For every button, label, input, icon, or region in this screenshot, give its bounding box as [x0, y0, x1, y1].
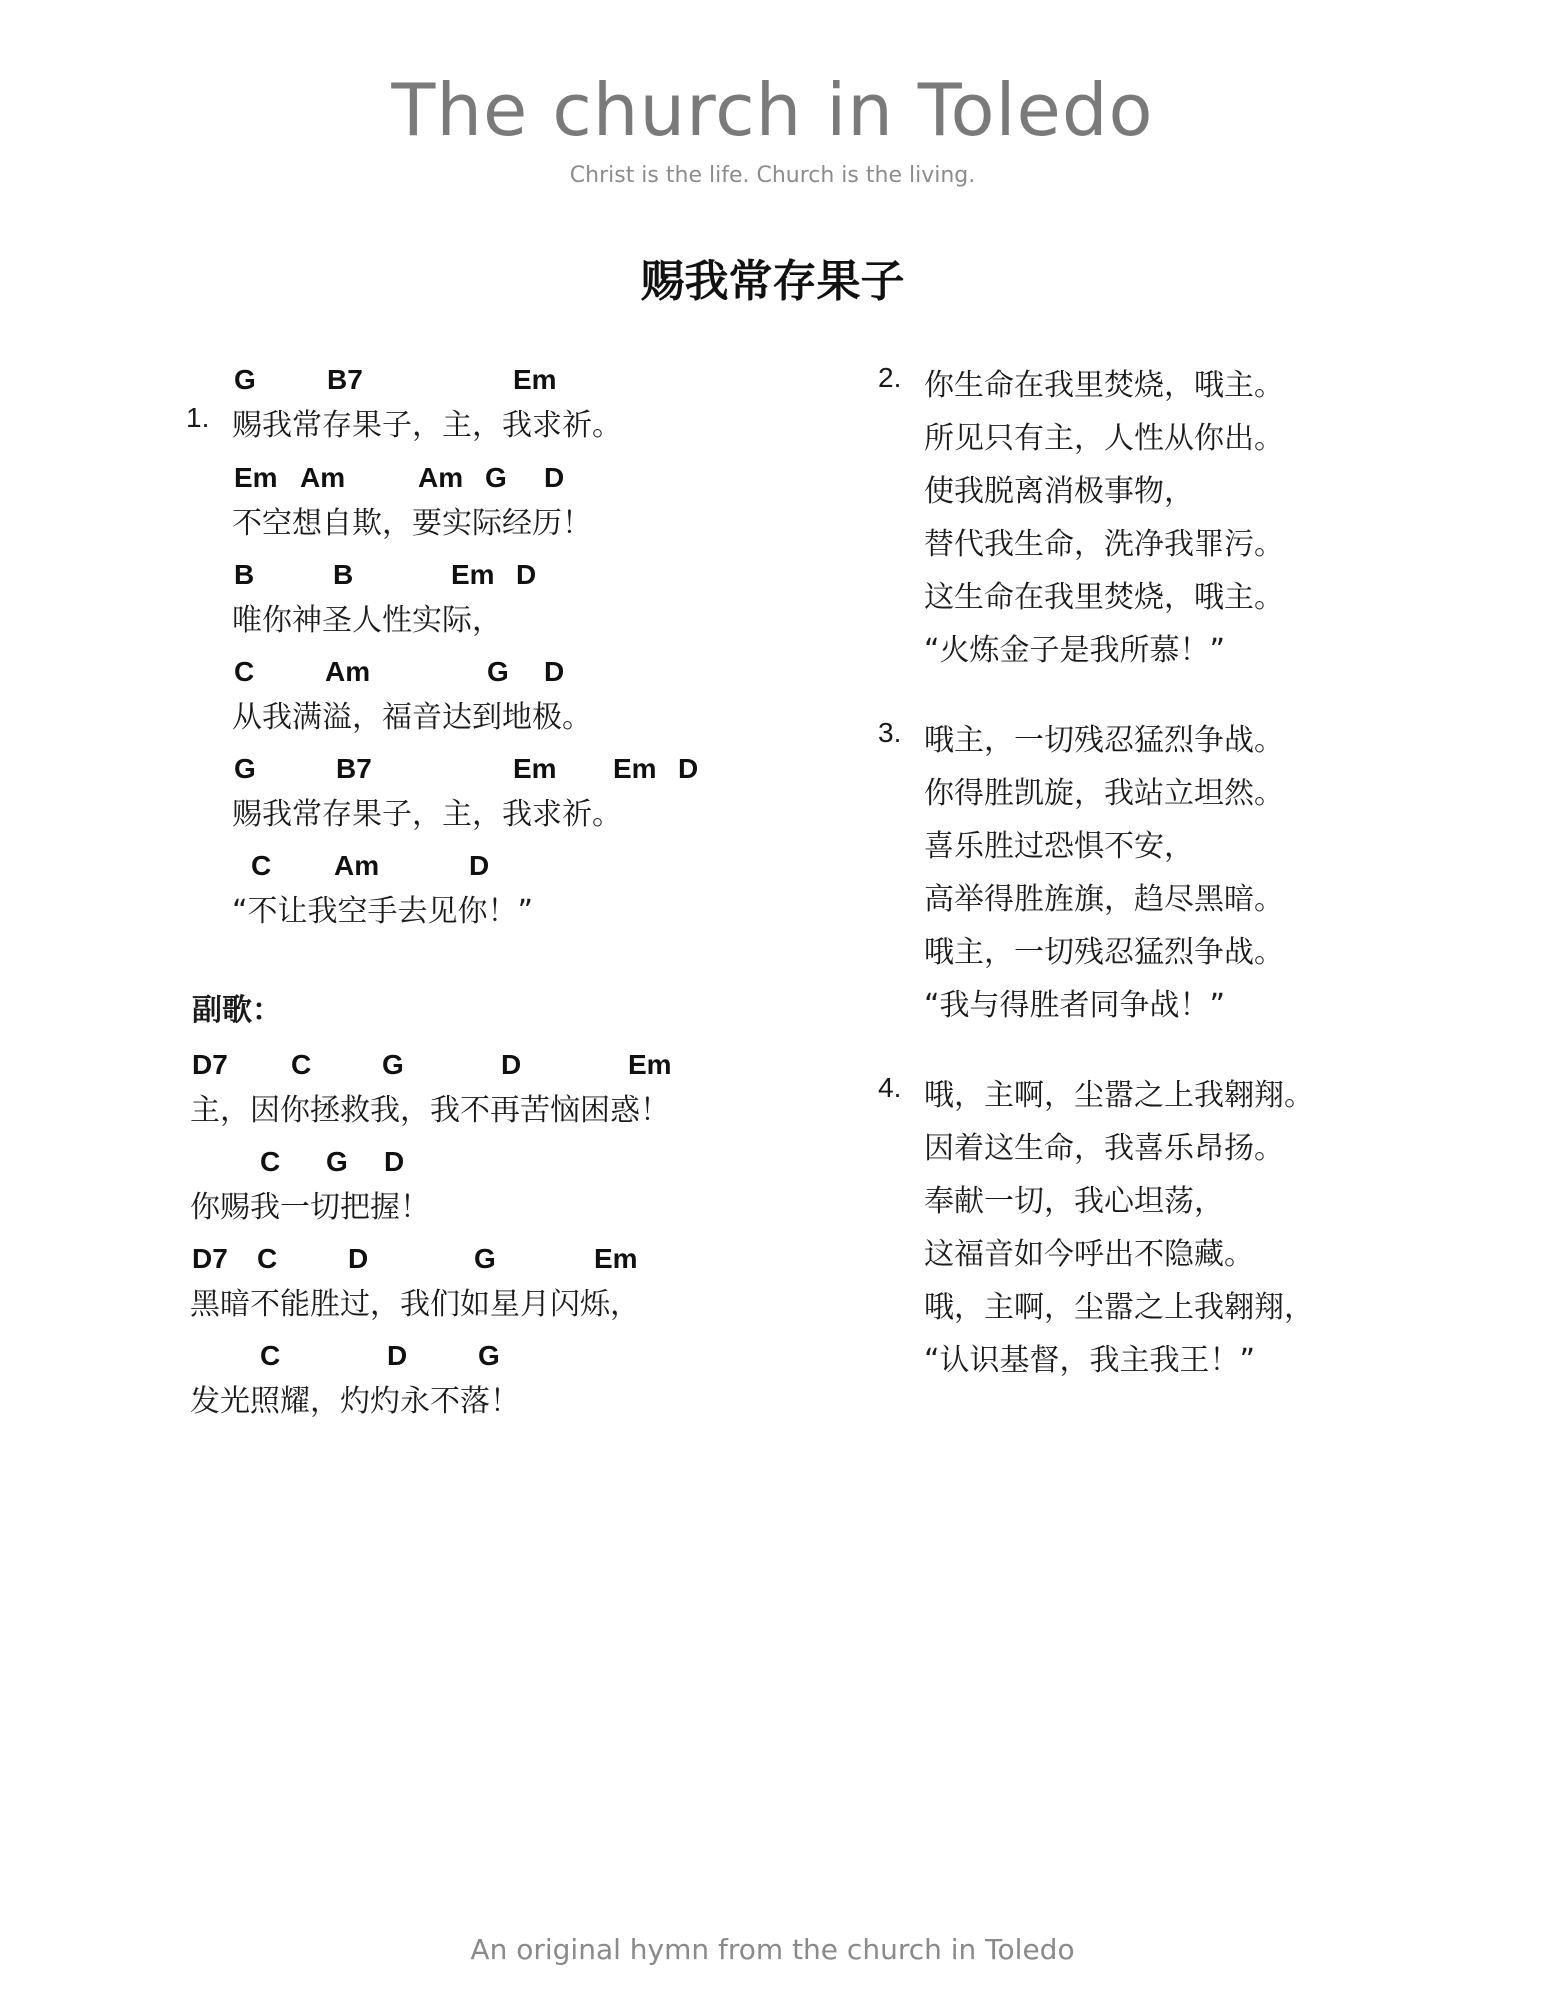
lyric-line: 喜乐胜过恐惧不安， — [924, 829, 1194, 864]
lyric-line: 使我脱离消极事物， — [924, 474, 1194, 509]
chorus-label: 副歌： — [192, 993, 282, 1028]
chord: G — [485, 462, 507, 493]
lyric-line: 哦，主啊，尘嚣之上我翱翔。 — [924, 1078, 1314, 1113]
page-header-tagline: Christ is the life. Church is the living. — [569, 163, 976, 188]
lyric-line: 哦，主啊，尘嚣之上我翱翔， — [924, 1290, 1314, 1325]
lyric-line: “火炼金子是我所慕！” — [924, 633, 1226, 668]
verse-number: 1. — [186, 402, 210, 433]
lyric-line: 奉献一切，我心坦荡， — [924, 1184, 1224, 1219]
chord: C — [251, 850, 272, 881]
chord: B7 — [327, 364, 363, 395]
chord: C — [257, 1243, 278, 1274]
chord: Am — [300, 462, 346, 493]
chord: Em — [613, 753, 657, 784]
chord: D — [544, 462, 565, 493]
chord: Em — [234, 462, 278, 493]
chord: G — [234, 753, 256, 784]
page-footer: An original hymn from the church in Toledo — [470, 1933, 1075, 1966]
chord: Em — [628, 1049, 672, 1080]
chord: D7 — [192, 1049, 228, 1080]
chord: B7 — [336, 753, 372, 784]
lyric-line: 这福音如今呼出不隐藏。 — [924, 1237, 1254, 1272]
chord: C — [291, 1049, 312, 1080]
lyric-line: 你赐我一切把握！ — [190, 1190, 430, 1225]
lyric-line: “认识基督，我主我王！” — [924, 1343, 1256, 1378]
chord: G — [382, 1049, 404, 1080]
chord: D — [501, 1049, 522, 1080]
chord: Am — [418, 462, 464, 493]
lyric-line: 赐我常存果子，主，我求祈。 — [232, 408, 622, 443]
lyric-line: “我与得胜者同争战！” — [924, 988, 1226, 1023]
lyric-line: 赐我常存果子，主，我求祈。 — [232, 797, 622, 832]
lyric-line: 你生命在我里焚烧，哦主。 — [924, 368, 1284, 403]
lyric-line: 高举得胜旌旗，趋尽黑暗。 — [924, 882, 1284, 917]
lyric-line: 从我满溢，福音达到地极。 — [232, 700, 592, 735]
chord: Am — [334, 850, 380, 881]
lyric-line: 哦主，一切残忍猛烈争战。 — [924, 723, 1284, 758]
verse-number: 4. — [878, 1072, 902, 1103]
lyric-line: 所见只有主，人性从你出。 — [924, 421, 1284, 456]
chord: D — [678, 753, 699, 784]
chord: D7 — [192, 1243, 228, 1274]
chord: D — [387, 1340, 408, 1371]
chord: D — [348, 1243, 369, 1274]
chord: G — [326, 1146, 348, 1177]
chord: D — [384, 1146, 405, 1177]
chord: G — [487, 656, 509, 687]
lyric-line: “不让我空手去见你！” — [232, 894, 534, 929]
chord: B — [333, 559, 354, 590]
lyric-line: 替代我生命，洗净我罪污。 — [924, 527, 1284, 562]
lyric-line: 因着这生命，我喜乐昂扬。 — [924, 1131, 1284, 1166]
chord: C — [260, 1146, 281, 1177]
chord: G — [474, 1243, 496, 1274]
lyric-line: 主，因你拯救我，我不再苦恼困惑！ — [190, 1093, 670, 1128]
lyric-line: 唯你神圣人性实际， — [232, 603, 502, 638]
chord: Em — [513, 753, 557, 784]
chord: G — [234, 364, 256, 395]
verse-number: 2. — [878, 362, 902, 393]
chord: Em — [594, 1243, 638, 1274]
lyric-line: 黑暗不能胜过，我们如星月闪烁， — [190, 1287, 640, 1322]
chord: D — [469, 850, 490, 881]
lyric-line: 发光照耀，灼灼永不落！ — [190, 1384, 520, 1419]
chord: D — [544, 656, 565, 687]
chord: C — [260, 1340, 281, 1371]
lyric-line: 你得胜凯旋，我站立坦然。 — [924, 776, 1284, 811]
verse-number: 3. — [878, 717, 902, 748]
chord: Em — [513, 364, 557, 395]
page-header-title: The church in Toledo — [391, 68, 1154, 152]
chord: G — [478, 1340, 500, 1371]
lyric-line: 哦主，一切残忍猛烈争战。 — [924, 935, 1284, 970]
chord: D — [516, 559, 537, 590]
chord: Em — [451, 559, 495, 590]
chord: Am — [325, 656, 371, 687]
lyric-line: 这生命在我里焚烧，哦主。 — [924, 580, 1284, 615]
song-title: 赐我常存果子 — [640, 256, 905, 307]
chord: C — [234, 656, 255, 687]
lyric-line: 不空想自欺，要实际经历！ — [232, 506, 592, 541]
chord: B — [234, 559, 255, 590]
